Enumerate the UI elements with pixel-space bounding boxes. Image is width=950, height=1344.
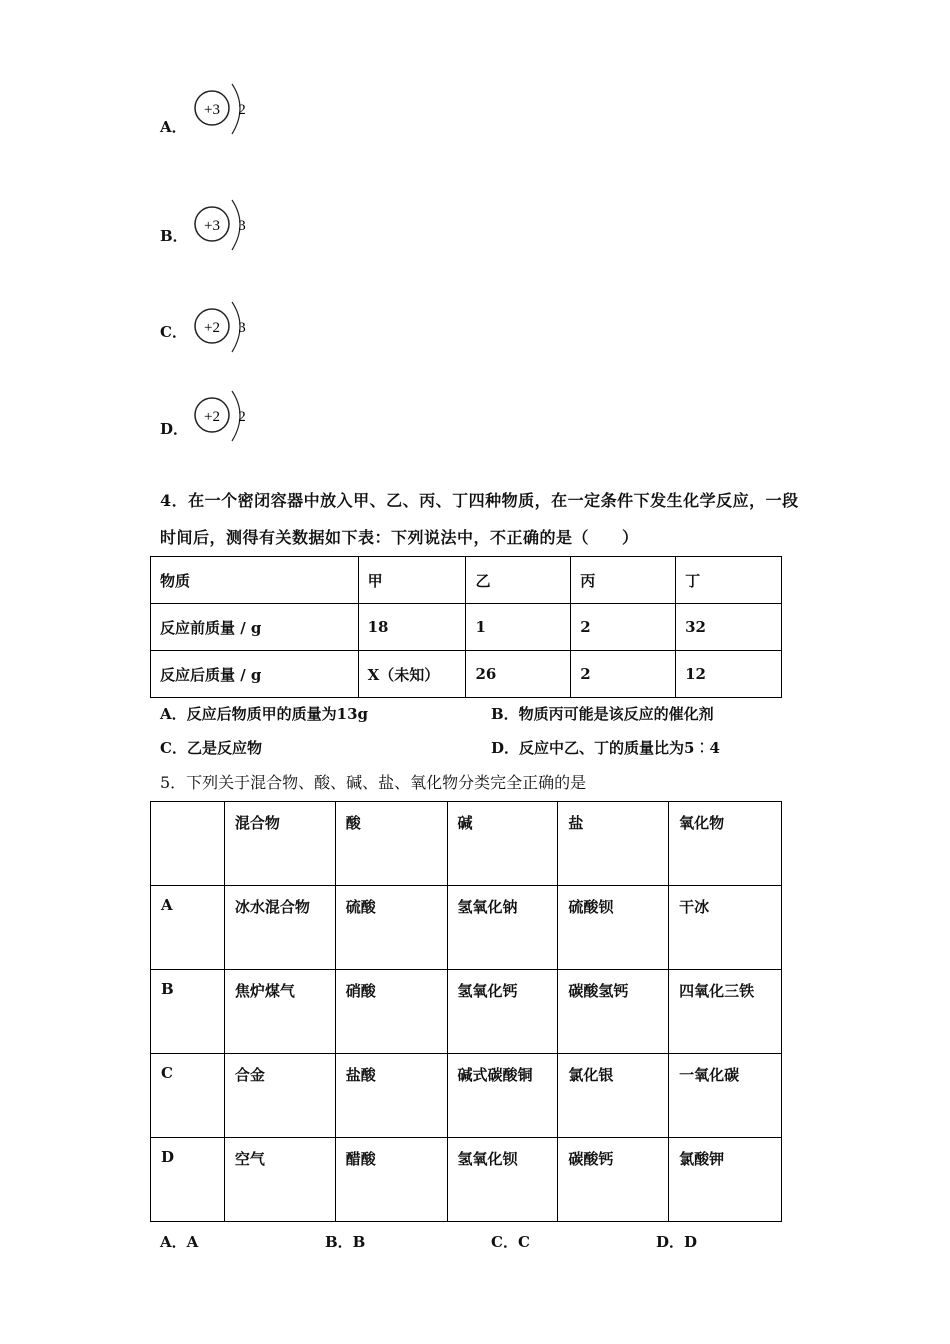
q4-option-d: D．反应中乙、丁的质量比为5︰4 <box>491 739 720 757</box>
row-label: D <box>151 1138 225 1222</box>
header-cell: 乙 <box>466 557 571 604</box>
atom-diagram-d <box>190 387 260 447</box>
header-cell: 甲 <box>358 557 466 604</box>
table-cell: 碳酸氢钙 <box>558 970 669 1054</box>
table-cell: 四氧化三铁 <box>669 970 782 1054</box>
table-cell: 一氧化碳 <box>669 1054 782 1138</box>
table-cell: 冰水混合物 <box>224 886 335 970</box>
option-a-label: A． <box>160 118 187 136</box>
table-cell: 氯酸钾 <box>669 1138 782 1222</box>
electron-count: 2 <box>238 409 246 425</box>
atom-diagram-c <box>190 298 260 358</box>
q5-stem: 5．下列关于混合物、酸、碱、盐、氧化物分类完全正确的是 <box>160 773 587 792</box>
table-row <box>151 886 782 970</box>
header-cell: 丙 <box>571 557 676 604</box>
header-cell: 碱 <box>447 802 558 886</box>
table-header-row <box>151 802 782 886</box>
table-cell: 硝酸 <box>335 970 447 1054</box>
header-cell: 氧化物 <box>669 802 782 886</box>
table-cell: 氯化银 <box>558 1054 669 1138</box>
q4-stem-line2: 时间后，测得有关数据如下表：下列说法中，不正确的是（ ） <box>160 528 639 547</box>
atom-diagram-a <box>190 80 260 140</box>
electron-count: 3 <box>238 320 246 336</box>
table-row <box>151 651 782 698</box>
header-cell: 盐 <box>558 802 669 886</box>
table-cell: 18 <box>358 604 466 651</box>
table-header-row <box>151 557 782 604</box>
row-label: 反应前质量 / g <box>151 604 359 651</box>
table-cell: 12 <box>676 651 782 698</box>
table-row <box>151 1054 782 1138</box>
table-cell: 硫酸钡 <box>558 886 669 970</box>
q5-option-d: D．D <box>656 1233 698 1251</box>
row-label: 反应后质量 / g <box>151 651 359 698</box>
table-cell: 32 <box>676 604 782 651</box>
electron-count: 2 <box>238 102 246 118</box>
q4-option-c: C．乙是反应物 <box>160 739 262 757</box>
table-cell: 合金 <box>224 1054 335 1138</box>
row-label: B <box>151 970 225 1054</box>
table-row <box>151 970 782 1054</box>
atom-diagram-b <box>190 196 260 256</box>
table-cell: 焦炉煤气 <box>224 970 335 1054</box>
table-cell: X（未知） <box>358 651 466 698</box>
table-cell: 氢氧化钡 <box>447 1138 558 1222</box>
table-cell: 干冰 <box>669 886 782 970</box>
table-cell: 硫酸 <box>335 886 447 970</box>
nucleus-charge: +2 <box>204 409 220 425</box>
table-cell: 空气 <box>224 1138 335 1222</box>
table-cell: 2 <box>571 651 676 698</box>
table-cell: 醋酸 <box>335 1138 447 1222</box>
option-c-label: C． <box>160 323 187 341</box>
q5-option-a: A．A <box>160 1233 199 1251</box>
q4-data-table <box>150 556 782 698</box>
option-b-label: B． <box>160 227 188 245</box>
q4-option-a: A．反应后物质甲的质量为13g <box>160 705 369 723</box>
table-cell: 盐酸 <box>335 1054 447 1138</box>
nucleus-charge: +2 <box>204 320 220 336</box>
table-row <box>151 1138 782 1222</box>
table-cell: 26 <box>466 651 571 698</box>
row-label: A <box>151 886 225 970</box>
q5-classification-table <box>150 801 782 1222</box>
header-cell: 物质 <box>151 557 359 604</box>
electron-count: 3 <box>238 218 246 234</box>
header-cell: 混合物 <box>224 802 335 886</box>
nucleus-charge: +3 <box>204 218 220 234</box>
table-row <box>151 604 782 651</box>
table-cell: 碱式碳酸铜 <box>447 1054 558 1138</box>
header-cell: 丁 <box>676 557 782 604</box>
q5-option-c: C．C <box>491 1233 530 1251</box>
header-cell: 酸 <box>335 802 447 886</box>
q4-stem-line1: 4．在一个密闭容器中放入甲、乙、丙、丁四种物质，在一定条件下发生化学反应，一段 <box>160 491 799 510</box>
table-cell: 氢氧化钠 <box>447 886 558 970</box>
nucleus-charge: +3 <box>204 102 220 118</box>
header-cell <box>151 802 225 886</box>
row-label: C <box>151 1054 225 1138</box>
table-cell: 2 <box>571 604 676 651</box>
q4-option-b: B．物质丙可能是该反应的催化剂 <box>491 705 714 723</box>
option-d-label: D． <box>160 420 189 438</box>
table-cell: 碳酸钙 <box>558 1138 669 1222</box>
table-cell: 1 <box>466 604 571 651</box>
q5-option-b: B．B <box>325 1233 366 1251</box>
table-cell: 氢氧化钙 <box>447 970 558 1054</box>
